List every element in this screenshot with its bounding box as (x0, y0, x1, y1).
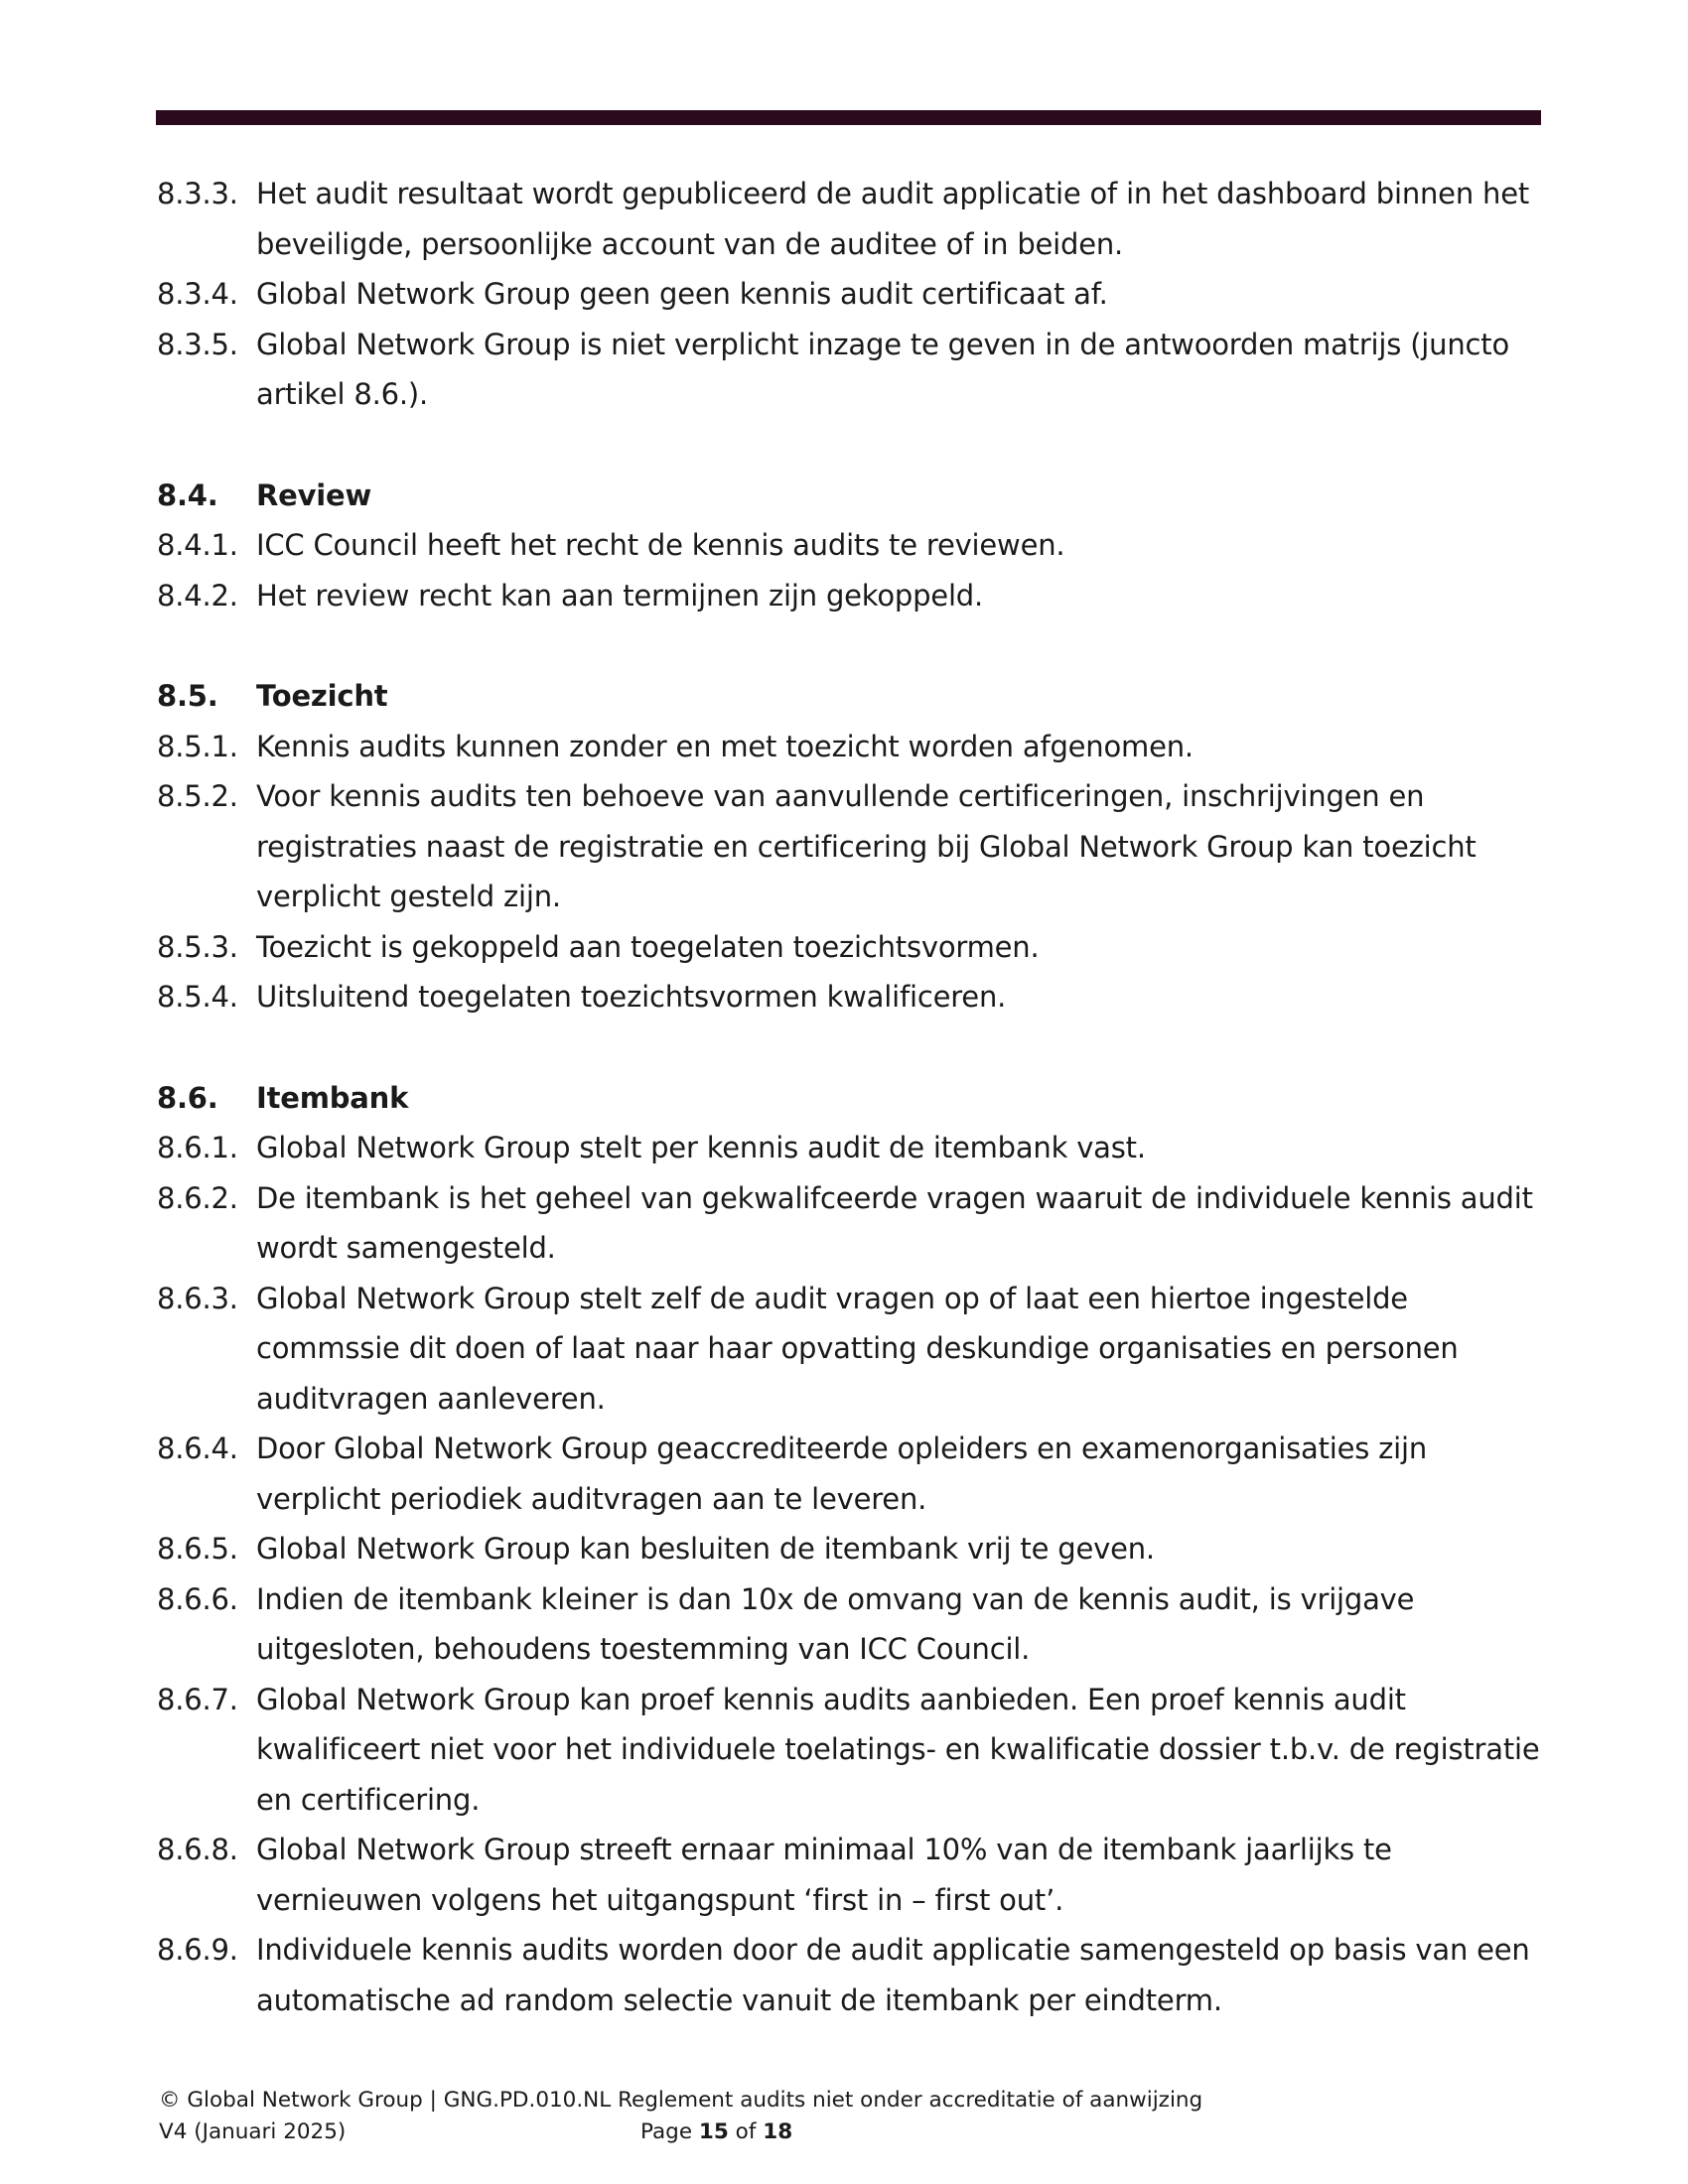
page-total: 18 (763, 2119, 793, 2144)
item-number: 8.6.9. (157, 1933, 238, 1967)
list-item (157, 571, 1547, 621)
item-number: 8.6.3. (157, 1281, 238, 1315)
section-title: Toezicht (256, 679, 388, 713)
list-item (157, 169, 1547, 269)
footer-copyright: © Global Network Group | GNG.PD.010.NL Reglement audits niet onder accreditatie of aanwijzing (159, 2088, 1203, 2113)
item-text: ICC Council heeft het recht de kennis audits te reviewen. (256, 528, 1065, 562)
item-number: 8.6.2. (157, 1180, 238, 1215)
item-number: 8.3.5. (157, 327, 238, 361)
item-text: Indien de itembank kleiner is dan 10x de omvang van de kennis audit, is vrijgave uitgesloten, behoudens toestemming van ICC Council. (256, 1581, 1415, 1666)
item-text: Voor kennis audits ten behoeve van aanvullende certificeringen, inschrijvingen en registraties naast de registratie en certificering bij Global Network Group kan toezicht verplicht gesteld zijn. (256, 779, 1477, 913)
section-number: 8.4. (157, 478, 218, 512)
item-text: Global Network Group kan proef kennis audits aanbieden. Een proef kennis audit kwalificeert niet voor het individuele toelatings- en kwalificatie dossier t.b.v. de registratie en certificering. (256, 1682, 1540, 1817)
item-text: Global Network Group streeft ernaar minimaal 10% van de itembank jaarlijks te vernieuwen volgens het uitgangspunt ‘first in – first out’. (256, 1833, 1392, 1917)
list-item (157, 771, 1547, 922)
item-number: 8.4.2. (157, 578, 238, 613)
page-footer (159, 2085, 1549, 2148)
list-item (157, 722, 1547, 772)
list-item (157, 320, 1547, 420)
list-item (157, 1675, 1547, 1826)
list-item (157, 1825, 1547, 1925)
item-text: Het audit resultaat wordt gepubliceerd de audit applicatie of in het dashboard binnen het beveiligde, persoonlijke account van de auditee of in beiden. (256, 177, 1530, 261)
item-text: Toezicht is gekoppeld aan toegelaten toezichtsvormen. (256, 929, 1040, 964)
item-number: 8.5.4. (157, 980, 238, 1014)
item-text: Global Network Group stelt zelf de audit vragen op of laat een hiertoe ingestelde commssie dit doen of laat naar haar opvatting deskundige organisaties en personen auditvragen aanleveren. (256, 1281, 1459, 1416)
list-item (157, 1574, 1547, 1675)
item-text: Door Global Network Group geaccrediteerde opleiders en examenorganisaties zijn verplicht periodiek auditvragen aan te leveren. (256, 1432, 1428, 1516)
item-text: Global Network Group geen geen kennis audit certificaat af. (256, 277, 1108, 311)
item-text: Het review recht kan aan termijnen zijn gekoppeld. (256, 578, 984, 613)
item-number: 8.6.4. (157, 1432, 238, 1465)
list-item (157, 520, 1547, 571)
list-item (157, 269, 1547, 320)
section-heading-review (157, 471, 1547, 521)
section-heading-itembank (157, 1073, 1547, 1124)
item-number: 8.5.2. (157, 779, 238, 813)
item-text: De itembank is het geheel van gekwalifceerde vragen waaruit de individuele kennis audit wordt samengesteld. (256, 1180, 1533, 1265)
item-number: 8.6.5. (157, 1532, 238, 1566)
item-number: 8.5.1. (157, 729, 238, 763)
list-item (157, 922, 1547, 973)
item-number: 8.3.4. (157, 277, 238, 311)
item-number: 8.4.1. (157, 528, 238, 562)
item-text: Global Network Group is niet verplicht inzage te geven in de antwoorden matrijs (juncto artikel 8.6.). (256, 327, 1509, 411)
list-item (157, 1424, 1547, 1524)
item-number: 8.5.3. (157, 929, 238, 964)
list-item (157, 1274, 1547, 1425)
item-number: 8.3.3. (157, 177, 238, 210)
footer-version: V4 (Januari 2025) (159, 2119, 347, 2144)
list-item (157, 1123, 1547, 1173)
item-text: Global Network Group kan besluiten de itembank vrij te geven. (256, 1532, 1155, 1566)
item-number: 8.6.7. (157, 1682, 238, 1716)
item-number: 8.6.8. (157, 1833, 238, 1866)
item-text: Kennis audits kunnen zonder en met toezicht worden afgenomen. (256, 729, 1194, 763)
section-heading-toezicht (157, 671, 1547, 722)
header-rule (156, 110, 1541, 125)
item-text: Uitsluitend toegelaten toezichtsvormen kwalificeren. (256, 980, 1007, 1014)
section-number: 8.5. (157, 679, 218, 713)
section-title: Itembank (256, 1080, 409, 1115)
page-current: 15 (698, 2119, 729, 2144)
list-item (157, 1173, 1547, 1274)
item-text: Individuele kennis audits worden door de audit applicatie samengesteld op basis van een automatische ad random selectie vanuit de itembank per eindterm. (256, 1933, 1530, 2017)
list-item (157, 972, 1547, 1023)
list-item (157, 1524, 1547, 1574)
section-title: Review (256, 478, 372, 512)
item-text: Global Network Group stelt per kennis audit de itembank vast. (256, 1131, 1146, 1164)
item-number: 8.6.1. (157, 1131, 238, 1164)
item-number: 8.6.6. (157, 1581, 238, 1616)
page-number (640, 2116, 792, 2148)
section-number: 8.6. (157, 1080, 218, 1115)
list-item (157, 1925, 1547, 2025)
page-of: of (735, 2119, 757, 2144)
document-body (157, 169, 1547, 2025)
page-label: Page (640, 2119, 693, 2144)
